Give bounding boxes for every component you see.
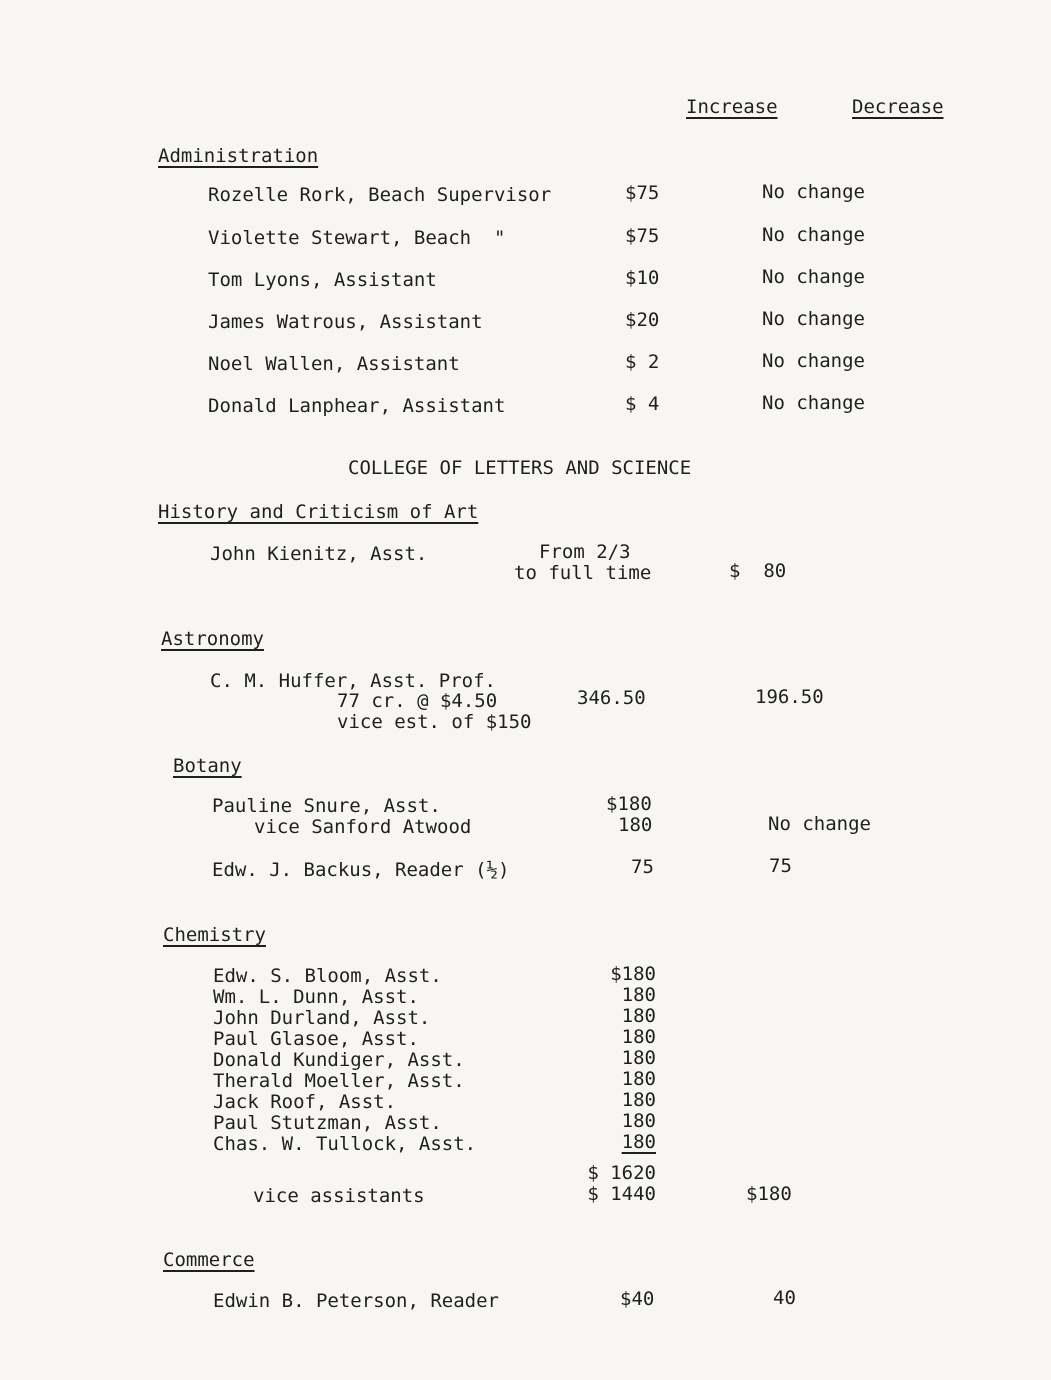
astronomy-row-note: 77 cr. @ $4.50 xyxy=(337,690,498,712)
botany-row-name: vice Sanford Atwood xyxy=(254,816,472,838)
chemistry-row-amount: 180 xyxy=(621,1047,656,1069)
increase-column-header: Increase xyxy=(686,96,778,118)
admin-row-increase: $10 xyxy=(625,267,660,289)
chemistry-total: $ 1620 xyxy=(587,1162,656,1184)
admin-row-name: Donald Lanphear, Assistant xyxy=(208,395,506,417)
admin-row-name: James Watrous, Assistant xyxy=(208,311,483,333)
astronomy-row-increase: 346.50 xyxy=(577,687,646,709)
chemistry-vice-label: vice assistants xyxy=(253,1185,425,1207)
admin-row-increase: $20 xyxy=(625,309,660,331)
art-row-note: From 2/3 xyxy=(539,541,631,563)
chemistry-row-name: Therald Moeller, Asst. xyxy=(213,1070,465,1092)
chemistry-row-amount: 180 xyxy=(621,1005,656,1027)
chemistry-row-name: Donald Kundiger, Asst. xyxy=(213,1049,465,1071)
chemistry-vice-amount: $ 1440 xyxy=(587,1183,656,1205)
chemistry-row-amount: $180 xyxy=(610,963,656,985)
admin-row-decrease: No change xyxy=(762,224,865,246)
admin-row-increase: $ 2 xyxy=(625,351,660,373)
admin-row-decrease: No change xyxy=(762,266,865,288)
admin-row-decrease: No change xyxy=(762,181,865,203)
section-heading-administration: Administration xyxy=(158,145,319,167)
decrease-column-header: Decrease xyxy=(852,96,944,118)
chemistry-row-amount: 180 xyxy=(621,1089,656,1111)
admin-row-decrease: No change xyxy=(762,308,865,330)
chemistry-decrease: $180 xyxy=(746,1183,792,1205)
astronomy-row-decrease: 196.50 xyxy=(755,686,824,708)
botany-row-increase: 75 xyxy=(631,856,654,878)
commerce-row-decrease: 40 xyxy=(773,1287,796,1309)
commerce-row-increase: $40 xyxy=(620,1288,655,1310)
section-heading-art: History and Criticism of Art xyxy=(158,501,479,523)
commerce-row-name: Edwin B. Peterson, Reader xyxy=(213,1290,499,1312)
chemistry-row-name: Paul Stutzman, Asst. xyxy=(213,1112,442,1134)
art-row-amount: $ 80 xyxy=(729,560,787,582)
botany-row-increase: 180 xyxy=(618,814,653,836)
chemistry-row-amount: 180 xyxy=(621,1068,656,1090)
admin-row-name: Rozelle Rork, Beach Supervisor xyxy=(208,184,552,206)
section-heading-commerce: Commerce xyxy=(163,1249,255,1271)
admin-row-increase: $75 xyxy=(625,225,660,247)
admin-row-decrease: No change xyxy=(762,392,865,414)
art-row-name: John Kienitz, Asst. xyxy=(210,543,428,565)
botany-row-decrease: 75 xyxy=(769,855,792,877)
chemistry-row-amount: 180 xyxy=(621,984,656,1006)
admin-row-increase: $ 4 xyxy=(625,393,660,415)
admin-row-name: Noel Wallen, Assistant xyxy=(208,353,460,375)
astronomy-row-name: C. M. Huffer, Asst. Prof. xyxy=(210,670,496,692)
chemistry-row-name: Edw. S. Bloom, Asst. xyxy=(213,965,442,987)
chemistry-row-amount: 180 xyxy=(621,1110,656,1132)
botany-row-increase: $180 xyxy=(606,793,652,815)
admin-row-decrease: No change xyxy=(762,350,865,372)
admin-row-name: Violette Stewart, Beach " xyxy=(208,227,506,249)
chemistry-row-name: Chas. W. Tullock, Asst. xyxy=(213,1133,477,1155)
chemistry-row-name: John Durland, Asst. xyxy=(213,1007,431,1029)
chemistry-row-amount: 180 xyxy=(621,1131,656,1153)
admin-row-increase: $75 xyxy=(625,182,660,204)
chemistry-row-name: Wm. L. Dunn, Asst. xyxy=(213,986,419,1008)
section-heading-chemistry: Chemistry xyxy=(163,924,266,946)
chemistry-row-amount: 180 xyxy=(621,1026,656,1048)
astronomy-row-note: vice est. of $150 xyxy=(337,711,532,733)
art-row-note: to full time xyxy=(514,562,652,584)
botany-row-decrease: No change xyxy=(768,813,871,835)
chemistry-row-name: Paul Glasoe, Asst. xyxy=(213,1028,419,1050)
botany-row-name: Edw. J. Backus, Reader (½) xyxy=(212,859,510,881)
admin-row-name: Tom Lyons, Assistant xyxy=(208,269,437,291)
section-heading-astronomy: Astronomy xyxy=(161,628,264,650)
botany-row-name: Pauline Snure, Asst. xyxy=(212,795,441,817)
college-title: COLLEGE OF LETTERS AND SCIENCE xyxy=(348,457,692,479)
chemistry-row-name: Jack Roof, Asst. xyxy=(213,1091,397,1113)
section-heading-botany: Botany xyxy=(173,755,242,777)
